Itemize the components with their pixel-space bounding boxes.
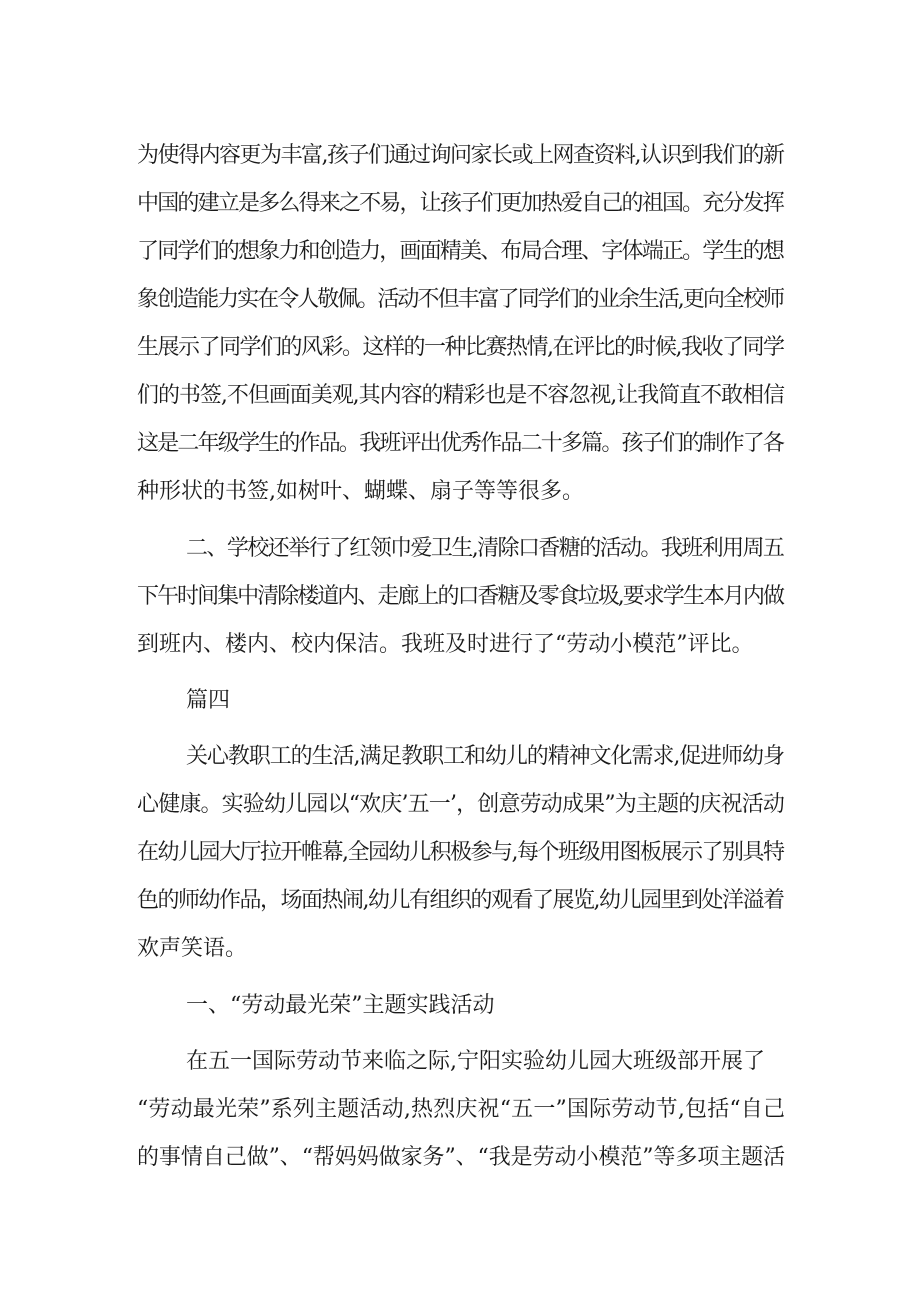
- paragraph-line: [0, 1042, 920, 1082]
- text-line: “劳动最光荣”系列主题活动,热烈庆祝“五一”国际劳动节,包括“自己: [137, 1097, 786, 1122]
- text-line: 心健康。实验幼儿园以“欢庆’五一’，创意劳动成果”为主题的庆祝活动: [137, 792, 785, 817]
- paragraph-line: [0, 529, 920, 569]
- text-line: 下午时间集中清除楼道内、走廊上的口香糖及零食垃圾,要求学生本月内做: [137, 584, 783, 609]
- paragraph-line: [0, 625, 920, 665]
- text-line: 们的书签,不但画面美观,其内容的精彩也是不容忽视,让我简直不敢相信: [137, 383, 784, 408]
- text-line: 色的师幼作品，场面热闹,幼儿有组织的观看了展览,幼儿园里到处洋溢着: [137, 888, 784, 913]
- paragraph-line: [0, 136, 920, 176]
- paragraph-line: [0, 881, 920, 921]
- sub-heading: [0, 986, 920, 1026]
- paragraph-line: [0, 424, 920, 464]
- text-line: 象创造能力实在令人敬佩。活动不但丰富了同学们的业余生活,更向全校师: [137, 287, 783, 312]
- text-line: 关心教职工的生活,满足教职工和幼儿的精神文化需求,促进师幼身: [186, 744, 784, 769]
- paragraph-line: [0, 929, 920, 969]
- text-line: 为使得内容更为丰富,孩子们通过询问家长或上网查资料,认识到我们的新: [137, 143, 784, 168]
- subheading-text: 一、“劳动最光荣”主题实践活动: [186, 993, 495, 1018]
- text-line: 到班内、楼内、校内保洁。我班及时进行了“劳动小模范”评比。: [137, 632, 754, 657]
- paragraph-line: [0, 328, 920, 368]
- heading-text: 篇四: [186, 688, 231, 713]
- text-line: 种形状的书签,如树叶、蝴蝶、扇子等等很多。: [137, 479, 584, 504]
- text-line: 的事情自己做”、“帮妈妈做家务”、“我是劳动小模范”等多项主题活: [137, 1145, 785, 1170]
- paragraph-line: [0, 833, 920, 873]
- text-line: 中国的建立是多么得来之不易，让孩子们更加热爱自己的祖国。充分发挥: [137, 191, 784, 216]
- section-heading: [0, 681, 920, 721]
- paragraph-line: [0, 376, 920, 416]
- text-line: 了同学们的想象力和创造力，画面精美、布局合理、字体端正。学生的想: [137, 239, 784, 264]
- text-line: 在五一国际劳动节来临之际,宁阳实验幼儿园大班级部开展了: [186, 1049, 765, 1074]
- text-line: 在幼儿园大厅拉开帷幕,全园幼儿积极参与,每个班级用图板展示了别具特: [137, 840, 784, 865]
- paragraph-line: [0, 577, 920, 617]
- paragraph-line: [0, 785, 920, 825]
- text-line: 欢声笑语。: [137, 936, 248, 961]
- text-line: 这是二年级学生的作品。我班评出优秀作品二十多篇。孩子们的制作了各: [137, 431, 784, 456]
- text-line: 二、学校还举行了红领巾爱卫生,清除口香糖的活动。我班利用周五: [186, 536, 784, 561]
- paragraph-line: [0, 472, 920, 512]
- paragraph-line: [0, 232, 920, 272]
- text-line: 生展示了同学们的风彩。这样的一种比赛热情,在评比的时候,我收了同学: [137, 335, 784, 360]
- paragraph-line: [0, 737, 920, 777]
- paragraph-line: [0, 184, 920, 224]
- paragraph-line: [0, 1090, 920, 1130]
- paragraph-line: [0, 1138, 920, 1178]
- paragraph-line: [0, 280, 920, 320]
